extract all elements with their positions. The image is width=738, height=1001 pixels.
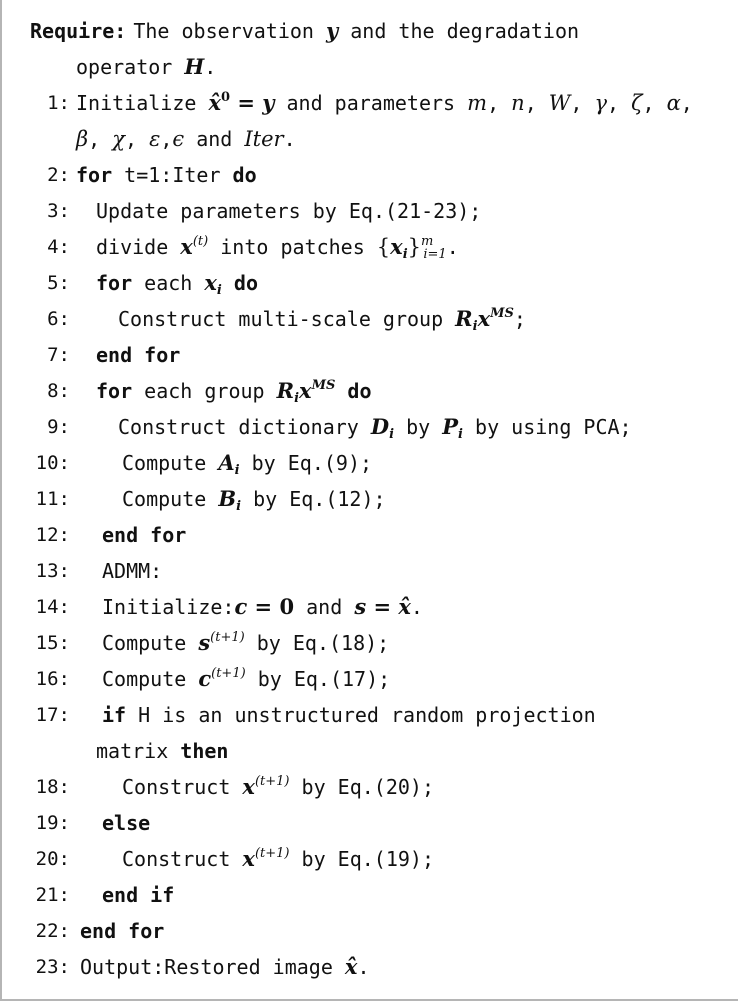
algo-line-22: 22: end for <box>2 913 738 949</box>
line-number: 6: <box>47 308 70 330</box>
algo-line-2: 2: for t=1:Iter do <box>2 157 738 193</box>
algo-line-12: 12: end for <box>2 517 738 553</box>
require-text: The observation <box>133 19 314 43</box>
algo-line-3: 3: Update parameters by Eq.(21-23); <box>2 193 738 229</box>
algo-line-15: 15: Compute $s^{(t+1)}$ by Eq.(18); <box>2 625 738 661</box>
algo-line-9: 9: Construct dictionary $D_i$ by $P_i$ by using PCA; <box>2 409 738 445</box>
algo-line-1-cont: β, χ, ε,ϵ and Iter. <box>76 127 296 151</box>
algo-line-7: 7: end for <box>2 337 738 373</box>
algo-line-17-cont: matrix then <box>96 739 229 763</box>
algo-line-10: 10: Compute $A_i$ by Eq.(9); <box>2 445 738 481</box>
algo-line-20: 20: Construct $x^{(t+1)}$ by Eq.(19); <box>2 841 738 877</box>
line-number: 19: <box>35 812 70 834</box>
line-number: 9: <box>47 416 70 438</box>
algo-line-19: 19: else <box>2 805 738 841</box>
line-number: 2: <box>47 164 70 186</box>
line-number: 5: <box>47 272 70 294</box>
algo-line-16: 16: Compute $c^{(t+1)}$ by Eq.(17); <box>2 661 738 697</box>
line-number: 21: <box>35 884 70 906</box>
require-text-3: operator <box>76 55 173 79</box>
algo-line-6: 6: Construct multi-scale group $R_ix^{MS}$; <box>2 301 738 337</box>
algo-line-1: 1: Initialize x̂$^0$ = y and parameters m, n, W, γ, ζ, α, <box>2 85 738 121</box>
algo-line-8: 8: for each group $R_ix^{MS}$ do <box>2 373 738 409</box>
algo-line-11: 11: Compute $B_i$ by Eq.(12); <box>2 481 738 517</box>
algo-line-21: 21: end if <box>2 877 738 913</box>
require-line-cont: operator H. <box>76 54 217 79</box>
line-number: 14: <box>35 596 70 618</box>
algo-line-17: 17: if H is an unstructured random projection <box>2 697 738 733</box>
line-number: 13: <box>35 560 70 582</box>
line-number: 15: <box>35 632 70 654</box>
line-number: 7: <box>47 344 70 366</box>
require-text-2: and the degradation <box>350 19 580 43</box>
line-number: 17: <box>35 704 70 726</box>
line-number: 1: <box>47 92 70 114</box>
line-number: 12: <box>35 524 70 546</box>
line-number: 4: <box>47 236 70 258</box>
line-number: 8: <box>47 380 70 402</box>
algo-line-18: 18: Construct $x^{(t+1)}$ by Eq.(20); <box>2 769 738 805</box>
line-number: 20: <box>35 848 70 870</box>
algo-line-5: 5: for each $x_i$ do <box>2 265 738 301</box>
line-number: 16: <box>35 668 70 690</box>
line-number: 22: <box>35 920 70 942</box>
line-number: 3: <box>47 200 70 222</box>
line-number: 18: <box>35 776 70 798</box>
line-number: 11: <box>35 488 70 510</box>
line-number: 23: <box>35 956 70 978</box>
algo-line-23: 23: Output:Restored image x̂. <box>2 949 738 985</box>
require-keyword: Require: <box>30 19 127 43</box>
require-line: Require: The observation y and the degradation <box>30 18 580 43</box>
algo-line-14: 14: Initialize:c = 0 and s = x̂. <box>2 589 738 625</box>
algo-line-13: 13: ADMM: <box>2 553 738 589</box>
line-number: 10: <box>35 452 70 474</box>
algo-line-4: 4: divide $x^{(t)}$ into patches $\{x_i\}^m_{i=1}$. <box>2 229 738 265</box>
